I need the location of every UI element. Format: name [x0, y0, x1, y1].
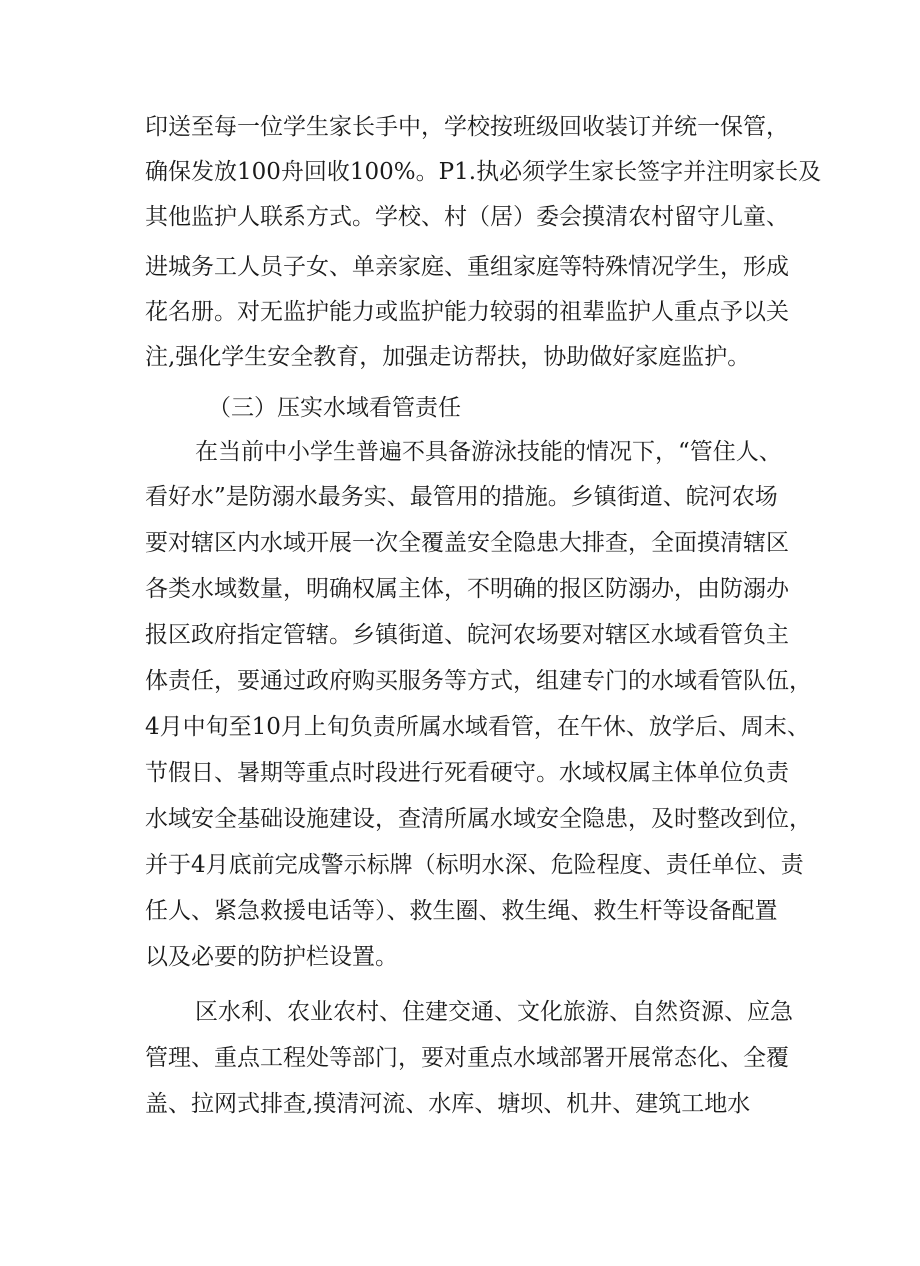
paragraph2-line: 各类水域数量，明确权属主体，不明确的报区防溺办，由防溺办 [145, 576, 789, 602]
paragraph2-line: 水域安全基础设施建设，查清所属水域安全隐患，及时整改到位， [145, 806, 812, 832]
paragraph1-line: 印送至每一位学生家长手中，学校按班级回收装订并统一保管， [145, 114, 789, 140]
paragraph2-line: 看好水”是防溺水最务实、最管用的措施。乡镇街道、皖河农场 [145, 484, 778, 510]
paragraph2-line: 任人、紧急救援电话等）、救生圈、救生绳、救生杆等设备配置 [145, 898, 778, 924]
paragraph1-line: 注,强化学生安全教育，加强走访帮扶，协助做好家庭监护。 [145, 344, 751, 370]
paragraph2-line: 在当前中小学生普遍不具备游泳技能的情况下，“管住人、 [195, 439, 782, 465]
paragraph3-line: 管理、重点工程处等部门，要对重点水域部署开展常态化、全覆 [145, 1045, 789, 1071]
paragraph2-line: 节假日、暑期等重点时段进行死看硬守。水域权属主体单位负责 [145, 760, 789, 786]
paragraph2-line: 以及必要的防护栏设置。 [145, 944, 398, 970]
section-heading: （三）压实水域看管责任 [208, 395, 461, 421]
paragraph2-line: 并于4月底前完成警示标牌（标明水深、危险程度、责任单位、责 [145, 852, 804, 878]
paragraph2-line: 报区政府指定管辖。乡镇街道、皖河农场要对辖区水域看管负主 [145, 622, 789, 648]
paragraph2-line: 要对辖区内水域开展一次全覆盖安全隐患大排查，全面摸清辖区 [145, 530, 789, 556]
paragraph1-line: 进城务工人员子女、单亲家庭、重组家庭等特殊情况学生，形成 [145, 254, 789, 280]
paragraph1-line: 其他监护人联系方式。学校、村（居）委会摸清农村留守儿童、 [145, 204, 789, 230]
paragraph1-line: 花名册。对无监护能力或监护能力较弱的祖辈监护人重点予以关 [145, 299, 789, 325]
paragraph1-line: 确保发放100舟回收100%。P1.执必须学生家长签字并注明家长及 [145, 159, 822, 185]
paragraph2-line: 4月中旬至10月上旬负责所属水域看管，在午休、放学后、周末、 [145, 714, 810, 740]
paragraph2-line: 体责任，要通过政府购买服务等方式，组建专门的水域看管队伍， [145, 668, 812, 694]
paragraph3-line: 区水利、农业农村、住建交通、文化旅游、自然资源、应急 [195, 999, 793, 1025]
paragraph3-line: 盖、拉网式排查,摸清河流、水库、塘坝、机井、建筑工地水 [145, 1091, 751, 1117]
